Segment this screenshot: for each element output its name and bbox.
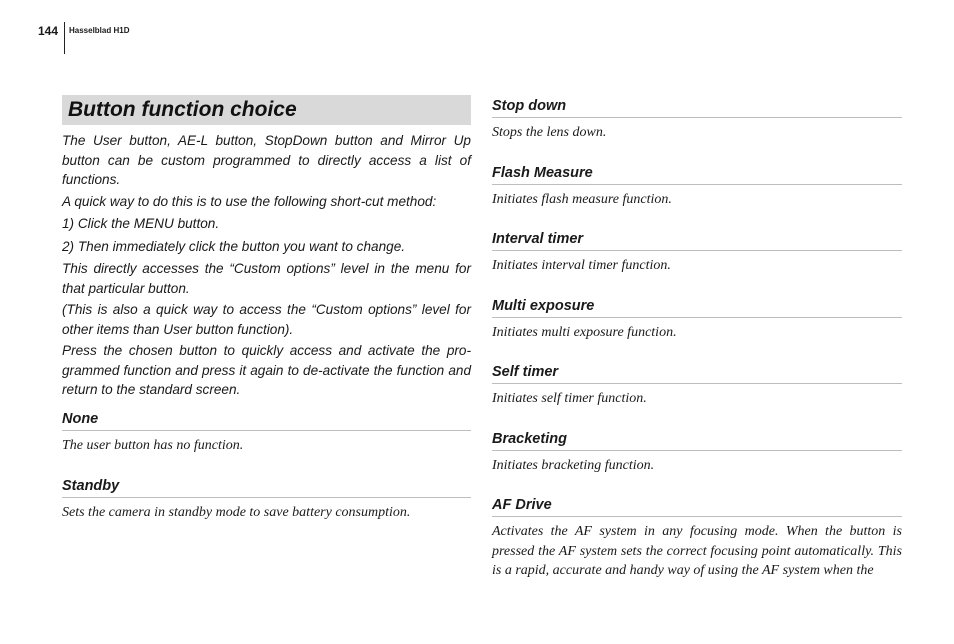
function-title: Flash Measure <box>492 164 902 185</box>
step-2: 2) Then immediately click the button you want to change. <box>62 238 406 254</box>
function-item-none <box>62 410 471 456</box>
function-title: Bracketing <box>492 430 902 451</box>
function-title: Self timer <box>492 363 902 384</box>
function-item-bracketing <box>492 430 902 476</box>
right-column <box>492 97 902 581</box>
function-title: Multi exposure <box>492 297 902 318</box>
function-title: Interval timer <box>492 230 902 251</box>
function-description: Sets the camera in standby mode to save battery consumption. <box>62 505 411 520</box>
step-1: 1) Click the MENU button. <box>62 216 220 231</box>
left-column <box>62 95 471 523</box>
function-item-flash-measure <box>492 164 902 210</box>
function-description: The user button has no function. <box>62 437 244 453</box>
function-description: Initiates self timer function. <box>492 391 647 406</box>
page-number: 144 <box>38 24 59 38</box>
function-title: Standby <box>62 477 471 498</box>
running-title: Hasselblad H1D <box>69 26 130 35</box>
function-item-standby <box>62 477 471 523</box>
note-paragraph: (This is also a quick way to access the “Custom options” level for other items than User button function). <box>62 302 471 337</box>
function-item-multi-exposure <box>492 297 902 343</box>
function-title: None <box>62 410 471 431</box>
function-description: Stops the lens down. <box>492 125 607 140</box>
custom-options-paragraph: This directly accesses the “Custom options” level in the menu for that particular button. <box>62 261 471 296</box>
function-title: AF Drive <box>492 496 902 517</box>
shortcut-paragraph: A quick way to do this is to use the following short-cut method: <box>62 193 437 209</box>
function-item-af-drive <box>492 496 902 581</box>
header-divider <box>64 22 65 54</box>
function-description: Initiates interval timer function. <box>492 258 671 273</box>
intro-paragraph: The User button, AE-L button, StopDown button and Mirror Up button can be custom programmed to directly access a list of functions. <box>62 133 471 187</box>
function-item-interval-timer <box>492 230 902 276</box>
function-description: Activates the AF system in any focusing mode. When the button is pressed the AF system sets the correct focusing point automatically. This is a rapid, accurate and handy way of using the AF system when the <box>492 524 902 578</box>
function-description: Initiates flash measure function. <box>492 191 672 207</box>
function-description: Initiates bracketing function. <box>492 457 655 473</box>
function-description: Initiates multi exposure function. <box>492 324 677 340</box>
function-item-stop-down <box>492 97 902 143</box>
activate-paragraph: Press the chosen button to quickly access and activate the pro-grammed function and press it again to de-activate the function and return to the standard screen. <box>62 343 471 397</box>
function-item-self-timer <box>492 363 902 409</box>
function-title: Stop down <box>492 97 902 118</box>
section-heading: Button function choice <box>62 95 471 125</box>
